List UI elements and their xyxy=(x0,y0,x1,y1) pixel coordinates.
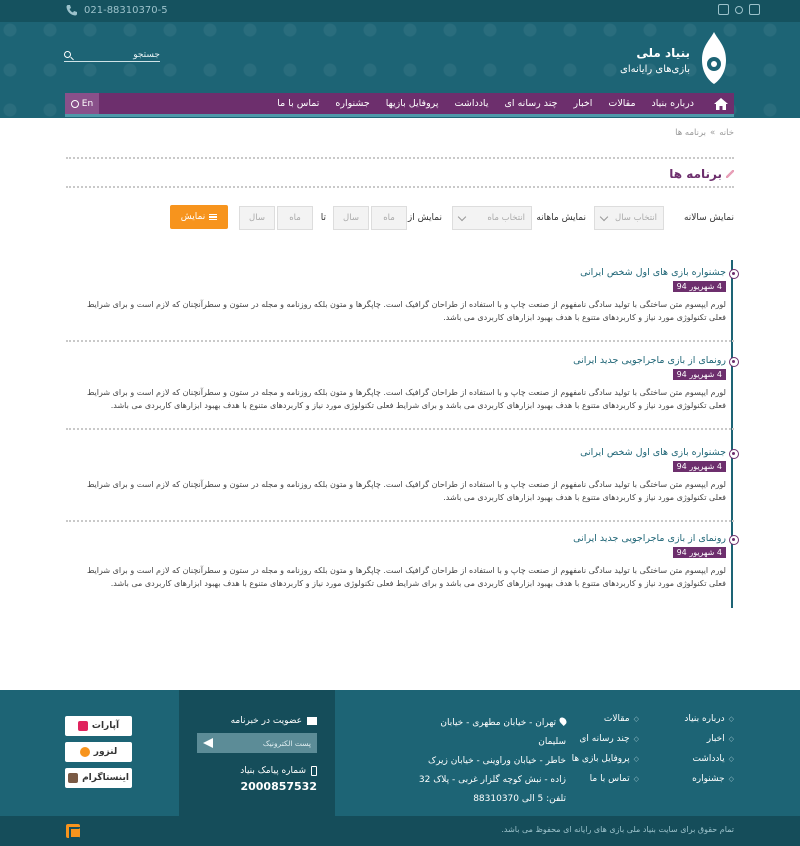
entry-body: لورم ایپسوم متن ساختگی با تولید سادگی نامفهوم از صنعت چاپ و با استفاده از طراحان گرافیک است. چاپگرها و متون بلکه روزنامه و مجله در ستون و سطرآنچنان که لازم است و برای شرایط فعلی تکنولوژی مورد نیاز و کاربردهای متنوع با هدف بهبود ابزارهای کاربردی می باشد. xyxy=(86,480,726,502)
footer-link-about[interactable]: ◇ درباره بنیاد xyxy=(639,714,734,724)
newsletter-heading xyxy=(231,716,317,726)
entry-body: لورم ایپسوم متن ساختگی با تولید سادگی نامفهوم از صنعت چاپ و با استفاده از طراحان گرافیک است. چاپگرها و متون بلکه روزنامه و مجله در ستون و سطرآنچنان که لازم است و برای شرایط فعلی تکنولوژی مورد نیاز و کاربردهای متنوع با هدف بهبود ابزارهای کاربردی می باشد و برای شرایط فعلی تکنولوژی مورد نیاز و کاربردهای متنوع با هدف بهبود ابزارهای کاربردی می باشد. xyxy=(86,566,726,588)
logo-title: بنیاد ملی xyxy=(636,46,690,60)
newsletter-title: عضویت در خبرنامه xyxy=(230,716,302,726)
divider xyxy=(66,340,734,342)
from-year-input[interactable] xyxy=(333,206,369,230)
globe-icon xyxy=(71,100,79,108)
divider xyxy=(66,428,734,430)
divider xyxy=(66,186,734,188)
search-box xyxy=(64,48,160,62)
to-month-input[interactable] xyxy=(277,206,313,230)
entry-title[interactable]: جشنواره بازی های اول شخص ایرانی xyxy=(580,267,726,278)
footer-phone: تلفن: 5 الی 88310370 xyxy=(473,794,566,804)
divider xyxy=(66,520,734,522)
timeline-node-icon xyxy=(729,449,739,459)
nav-item-about[interactable]: درباره بنیاد xyxy=(651,98,694,109)
logo-mark-icon xyxy=(696,30,732,86)
page-title-text: برنامه ها xyxy=(669,167,722,181)
breadcrumb-separator: » xyxy=(710,128,716,138)
nav-item-contact[interactable]: تماس با ما xyxy=(277,98,320,109)
breadcrumb-current: برنامه ها xyxy=(675,128,707,138)
pen-icon xyxy=(726,170,734,178)
top-bar xyxy=(0,0,800,22)
aparat-icon xyxy=(78,721,88,731)
timeline-entry xyxy=(72,530,726,590)
instagram-label: اینستاگرام xyxy=(82,773,129,783)
envelope-icon xyxy=(307,717,317,725)
nav-item-multimedia[interactable]: چند رسانه ای xyxy=(504,98,558,109)
timeline-entry xyxy=(72,264,726,324)
settings-icon[interactable] xyxy=(735,6,743,14)
instagram-icon xyxy=(68,773,78,783)
entry-title[interactable]: رونمای از بازی ماجراجویی جدید ایرانی xyxy=(573,355,726,366)
entry-date: 4 شهریور 94 xyxy=(673,461,726,472)
timeline-node-icon xyxy=(729,269,739,279)
to-year-placeholder: سال xyxy=(249,213,265,223)
show-button[interactable] xyxy=(170,205,228,229)
filter-bar xyxy=(170,205,734,231)
divider xyxy=(66,157,734,159)
main-nav xyxy=(65,93,734,117)
entry-title[interactable]: جشنواره بازی های اول شخص ایرانی xyxy=(580,447,726,458)
aparat-link[interactable] xyxy=(65,716,132,736)
footer-link-multimedia[interactable]: ◇ چند رسانه ای xyxy=(544,734,639,744)
site-logo[interactable] xyxy=(614,30,732,86)
copyright-bar xyxy=(0,816,800,846)
developer-logo-icon[interactable] xyxy=(66,824,80,838)
footer-link-news[interactable]: ◇ اخبار xyxy=(639,734,734,744)
year-select[interactable] xyxy=(594,206,664,230)
entry-date: 4 شهریور 94 xyxy=(673,547,726,558)
from-month-input[interactable] xyxy=(371,206,407,230)
newsletter-panel xyxy=(179,690,335,816)
send-icon[interactable] xyxy=(203,738,213,748)
site-footer xyxy=(0,690,800,816)
footer-links xyxy=(544,714,734,784)
from-label: نمایش از xyxy=(407,213,442,223)
footer-link-festival[interactable]: ◇ جشنواره xyxy=(639,774,734,784)
language-label: En xyxy=(81,98,94,109)
nav-item-articles[interactable]: مقالات xyxy=(608,98,636,109)
language-switch[interactable] xyxy=(65,93,99,114)
address-line: تهران - خیابان مطهری - خیابان سلیمان xyxy=(440,718,566,747)
month-select-value: انتخاب ماه xyxy=(487,213,525,223)
from-year-placeholder: سال xyxy=(343,213,359,223)
from-month-placeholder: ماه xyxy=(383,213,395,223)
search-icon[interactable] xyxy=(64,51,71,58)
sms-heading xyxy=(240,766,317,776)
search-input[interactable] xyxy=(82,50,160,60)
header-phone xyxy=(66,4,168,16)
footer-address xyxy=(416,714,566,809)
instagram-icon[interactable] xyxy=(749,4,760,15)
timeline-line xyxy=(731,260,733,608)
chevron-down-icon xyxy=(458,212,466,220)
logo-subtitle: بازی‌های رایانه‌ای xyxy=(620,64,690,75)
newsletter-email-input[interactable] xyxy=(221,739,311,748)
address-line: زاده - نبش کوچه گلزار غربی - پلاک 32 xyxy=(418,775,566,785)
footer-link-contact[interactable]: ◇ تماس با ما xyxy=(544,774,639,784)
windows-icon[interactable] xyxy=(718,4,729,15)
newsletter-form xyxy=(197,733,317,753)
footer-link-articles[interactable]: ◇ مقالات xyxy=(544,714,639,724)
phone-number: 021-88310370-5 xyxy=(84,4,168,16)
lenzor-icon xyxy=(80,747,90,757)
footer-link-game-profiles[interactable]: ◇ پروفایل بازی ها xyxy=(544,754,639,764)
chevron-down-icon xyxy=(600,212,608,220)
nav-item-game-profiles[interactable]: پروفایل بازیها xyxy=(385,98,439,109)
entry-body: لورم ایپسوم متن ساختگی با تولید سادگی نامفهوم از صنعت چاپ و با استفاده از طراحان گرافیک است. چاپگرها و متون بلکه روزنامه و مجله در ستون و سطرآنچنان که لازم است و برای شرایط فعلی تکنولوژی مورد نیاز و کاربردهای متنوع با هدف بهبود ابزارهای کاربردی می باشد و برای شرایط فعلی تکنولوژی مورد نیاز و کاربردهای متنوع با هدف بهبود ابزارهای کاربردی می باشد. xyxy=(86,388,726,410)
mobile-icon xyxy=(311,766,317,776)
phone-icon xyxy=(66,4,78,16)
nav-item-news[interactable]: اخبار xyxy=(573,98,593,109)
to-year-input[interactable] xyxy=(239,206,275,230)
to-month-placeholder: ماه xyxy=(289,213,301,223)
lenzor-link[interactable] xyxy=(65,742,132,762)
aparat-label: آپارات xyxy=(91,721,120,731)
copyright-text: تمام حقوق برای سایت بنیاد ملی بازی های رایانه ای محفوظ می باشد. xyxy=(501,825,734,834)
yearly-label: نمایش سالانه xyxy=(683,213,734,223)
timeline-entry xyxy=(72,352,726,412)
instagram-link[interactable] xyxy=(65,768,132,788)
app-links xyxy=(65,716,132,788)
sms-title: شماره پیامک بنیاد xyxy=(240,766,306,776)
show-button-label: نمایش xyxy=(180,212,206,222)
monthly-label: نمایش ماهانه xyxy=(536,213,586,223)
breadcrumb-home[interactable]: خانه xyxy=(719,128,734,138)
entry-body: لورم ایپسوم متن ساختگی با تولید سادگی نامفهوم از صنعت چاپ و با استفاده از طراحان گرافیک است. چاپگرها و متون بلکه روزنامه و مجله در ستون و سطرآنچنان که لازم است و برای شرایط فعلی تکنولوژی مورد نیاز و کاربردهای متنوع با هدف بهبود ابزارهای کاربردی می باشد. xyxy=(86,300,726,322)
to-label: تا xyxy=(320,213,326,223)
address-line: خاطر - خیابان وراوینی - خیابان زیرک xyxy=(428,756,566,766)
footer-link-notes[interactable]: ◇ یادداشت xyxy=(639,754,734,764)
entry-title[interactable]: رونمای از بازی ماجراجویی جدید ایرانی xyxy=(573,533,726,544)
month-select[interactable] xyxy=(452,206,532,230)
sms-number: 2000857532 xyxy=(240,780,317,793)
site-header xyxy=(0,0,800,118)
timeline-entry xyxy=(72,444,726,504)
year-select-value: انتخاب سال xyxy=(615,213,657,223)
nav-item-notes[interactable]: یادداشت xyxy=(454,98,489,109)
home-icon[interactable] xyxy=(714,98,728,110)
entry-date: 4 شهریور 94 xyxy=(673,281,726,292)
timeline-node-icon xyxy=(729,357,739,367)
nav-item-festival[interactable]: جشنواره xyxy=(335,98,370,109)
list-icon xyxy=(209,214,217,220)
lenzor-label: لنزور xyxy=(93,747,118,757)
breadcrumb xyxy=(675,128,734,138)
timeline-node-icon xyxy=(729,535,739,545)
entry-date: 4 شهریور 94 xyxy=(673,369,726,380)
page-title xyxy=(669,167,734,181)
social-links xyxy=(718,4,760,15)
